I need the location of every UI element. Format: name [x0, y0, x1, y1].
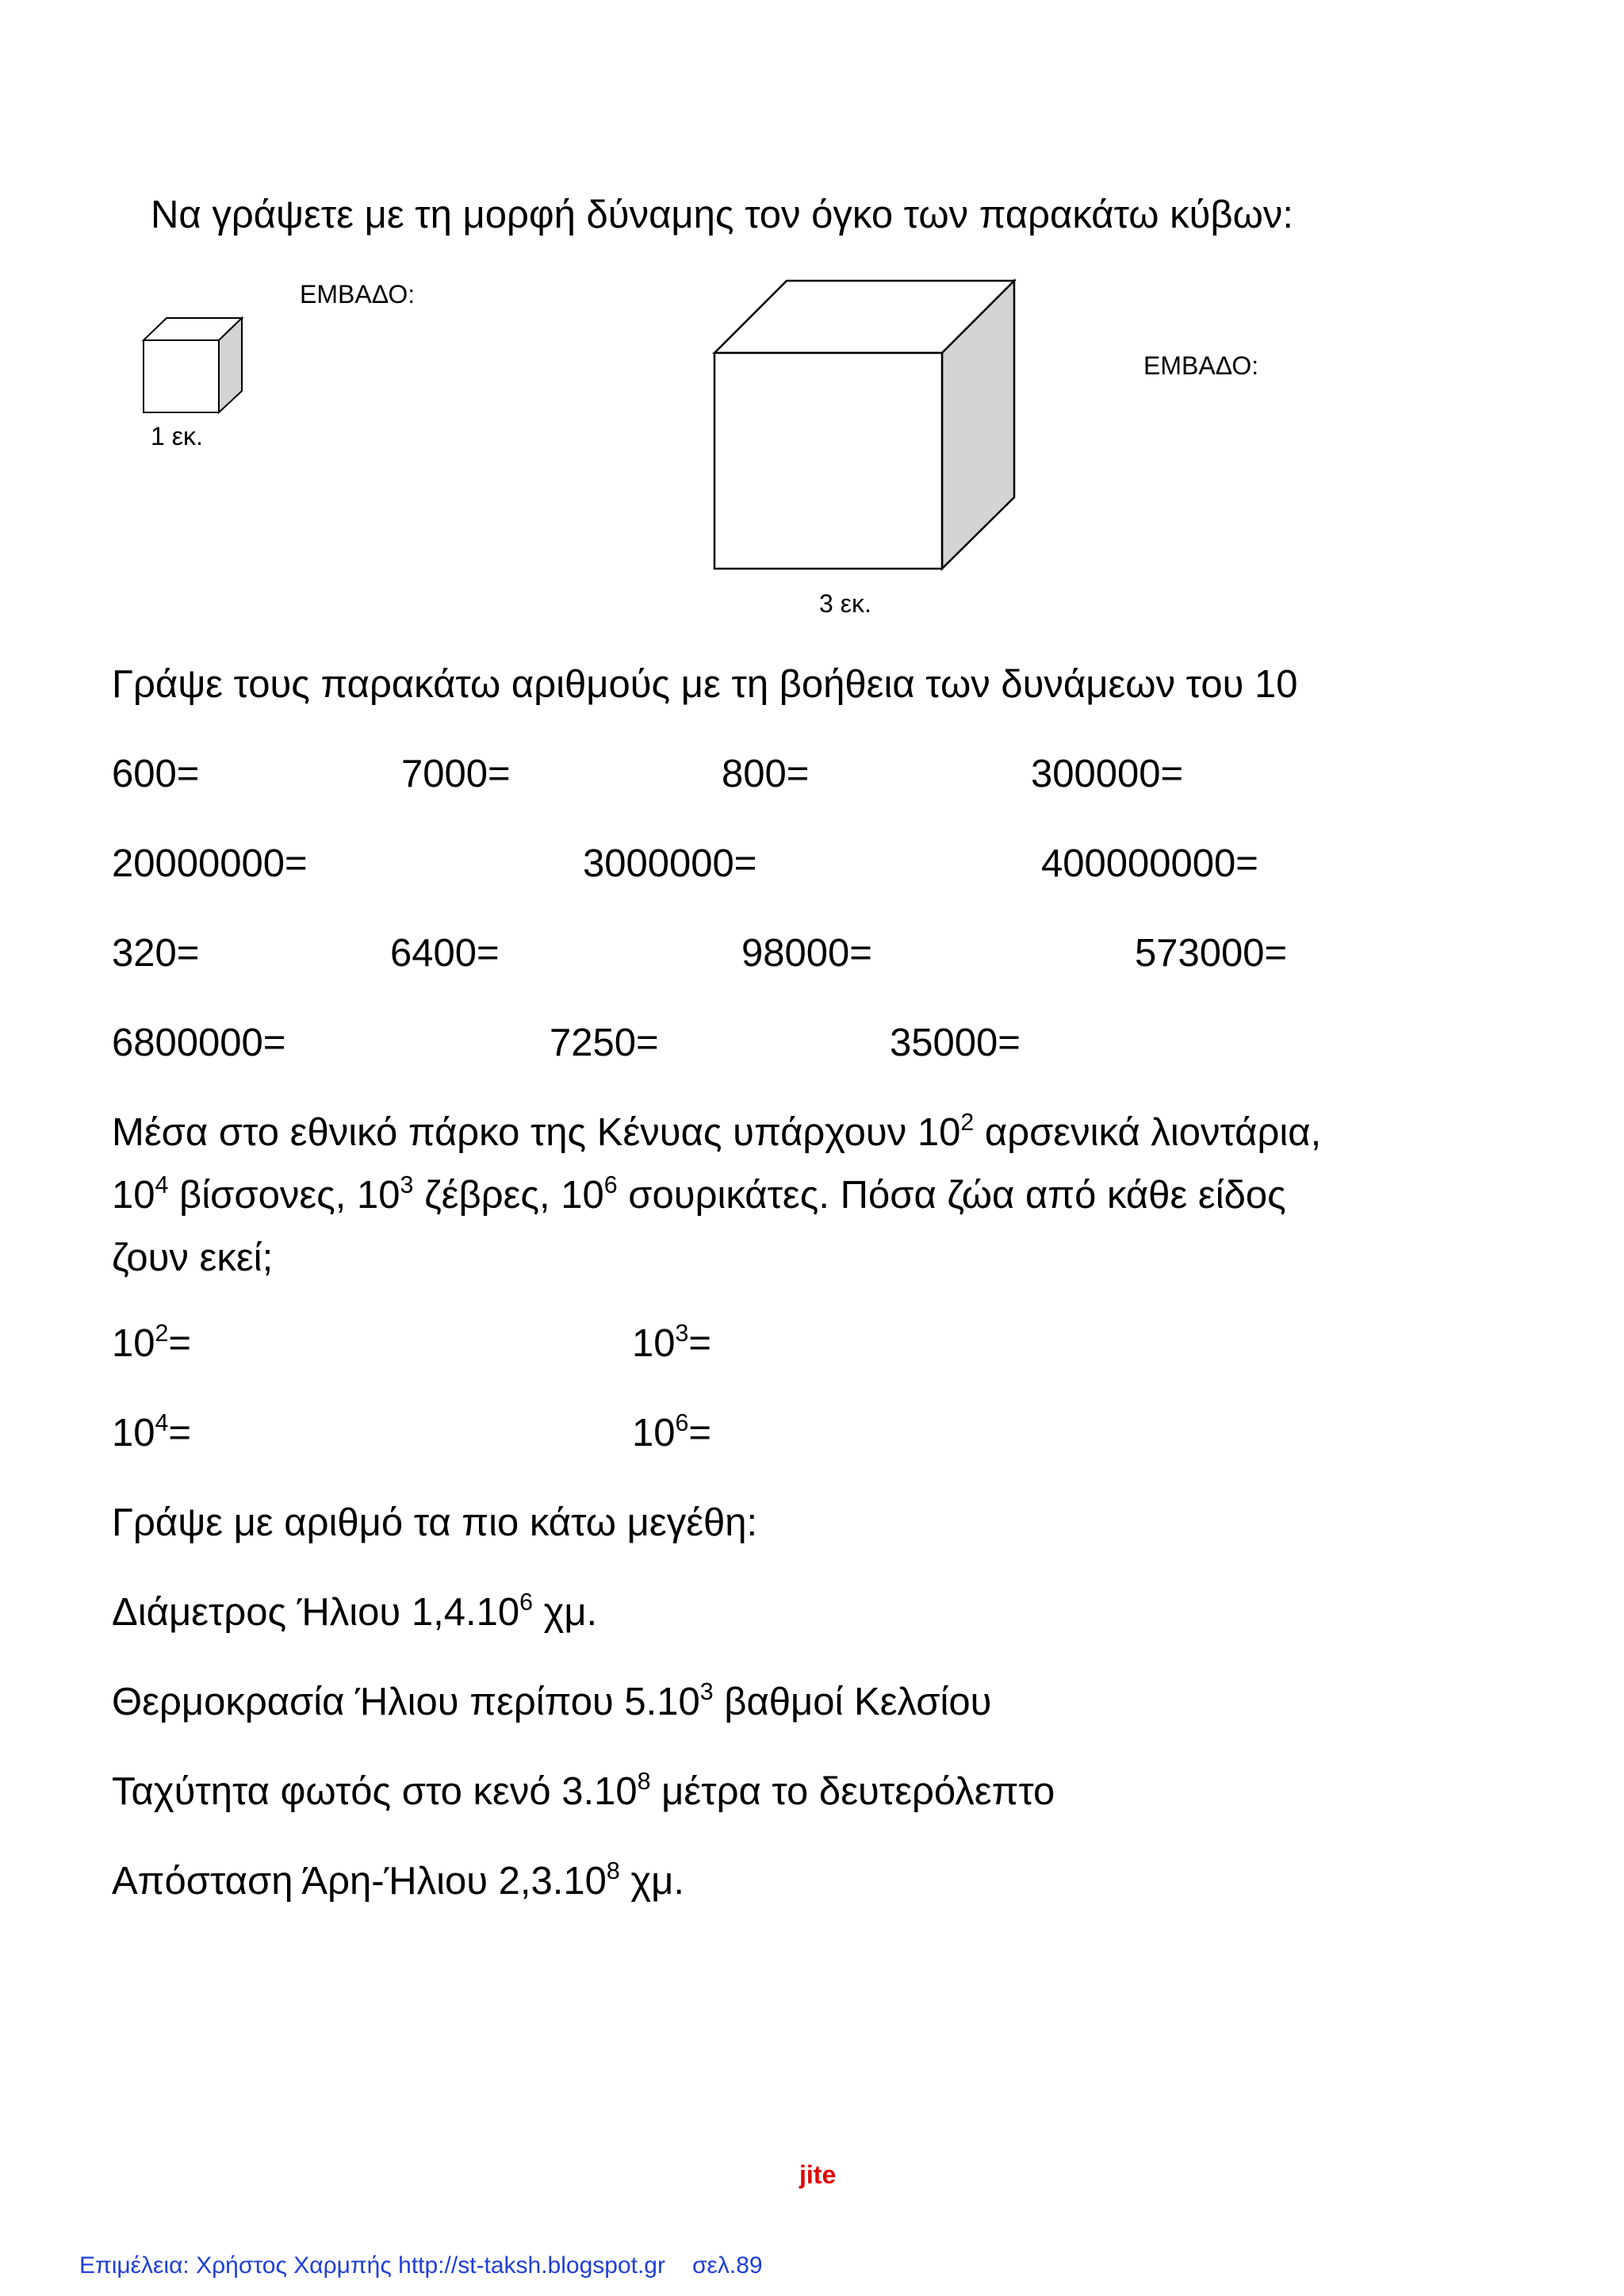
power-answer-item: $10^3=$: [632, 1320, 712, 1365]
quantities-instruction: Γράψε με αριθμό τα πιο κάτω μεγέθη:: [112, 1501, 758, 1544]
number-item: 300000=: [1031, 753, 1184, 795]
number-item: 6400=: [390, 932, 500, 975]
number-item: 20000000=: [112, 842, 308, 885]
kenya-paragraph-line-2: $10^4$ βίσσονες, $10^3$ ζέβρες, $10^6$ σουρικάτες. Πόσα ζώα από κάθε είδος: [112, 1171, 1286, 1217]
number-item: 7000=: [401, 753, 511, 795]
large-cube-area-label: ΕΜΒΑΔΟ:: [1143, 351, 1259, 380]
large-cube-diagram: [706, 275, 1031, 577]
number-item: 98000=: [741, 932, 872, 975]
footer-credit-text: Επιμέλεια: Χρήστος Χαρμπής http://st-taksh.blogspot.gr: [79, 2252, 665, 2279]
number-item: 800=: [722, 753, 810, 795]
cube-instruction: Να γράψετε με τη μορφή δύναμης τον όγκο των παρακάτω κύβων:: [151, 194, 1293, 236]
number-item: 573000=: [1135, 932, 1288, 975]
quantity-item: Απόσταση Άρη-Ήλιου 2,3.10$^8$ χμ.: [112, 1857, 684, 1903]
quantity-item: Ταχύτητα φωτός στο κενό 3.10$^8$ μέτρα το δευτερόλεπτο: [112, 1768, 1055, 1813]
number-item: 320=: [112, 932, 200, 975]
quantity-item: Θερμοκρασία Ήλιου περίπου 5.10$^3$ βαθμοί Κελσίου: [112, 1678, 992, 1723]
power-answer-item: $10^2=$: [112, 1320, 192, 1365]
number-item: 3000000=: [583, 842, 757, 885]
large-cube-front-face: [714, 353, 942, 569]
kenya-paragraph-line-1: Μέσα στο εθνικό πάρκο της Κένυας υπάρχουν $10^2$ αρσενικά λιοντάρια,: [112, 1109, 1322, 1154]
power-answer-item: $10^6=$: [632, 1409, 712, 1455]
small-cube-area-label: ΕΜΒΑΔΟ:: [300, 280, 416, 309]
footer-page-number: σελ.89: [691, 2252, 763, 2279]
footer-credit: [79, 2254, 763, 2278]
number-item: 35000=: [890, 1022, 1021, 1064]
power-answer-item: $10^4=$: [112, 1409, 192, 1455]
large-cube-edge-label: 3 εκ.: [819, 589, 871, 618]
number-item: 400000000=: [1041, 842, 1258, 885]
kenya-paragraph-line-3: ζουν εκεί;: [112, 1236, 274, 1279]
quantity-item: Διάμετρος Ήλιου 1,4.10$^6$ χμ.: [112, 1589, 598, 1634]
number-item: 6800000=: [112, 1022, 286, 1064]
number-item: 600=: [112, 753, 200, 795]
powers-instruction: Γράψε τους παρακάτω αριθμούς με τη βοήθεια των δυνάμεων του 10: [112, 663, 1298, 706]
small-cube-edge-label: 1 εκ.: [151, 422, 203, 450]
small-cube-front-face: [144, 340, 219, 412]
small-cube-diagram: [136, 311, 247, 422]
jite-watermark: jite: [799, 2160, 837, 2189]
number-item: 7250=: [550, 1022, 659, 1064]
